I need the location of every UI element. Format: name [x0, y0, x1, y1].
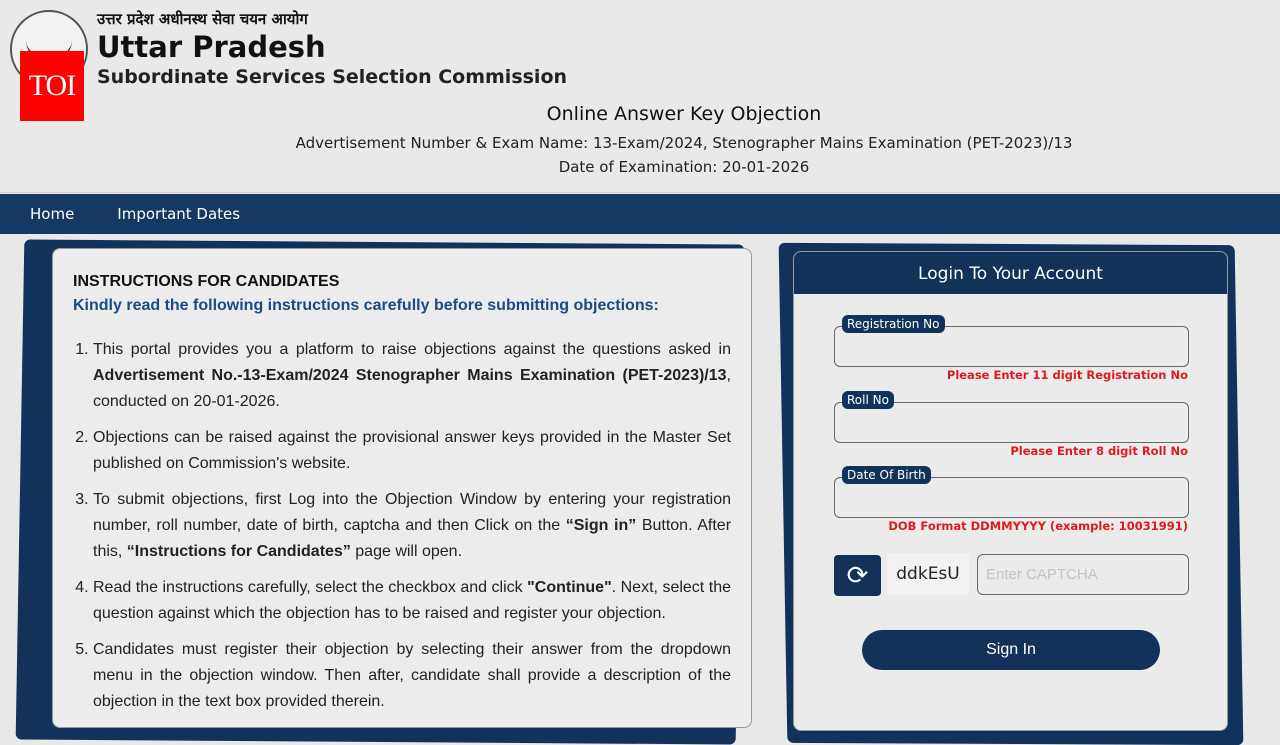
- refresh-icon: ⟳: [846, 560, 869, 591]
- list-item: 3. To submit objections, first Log into the Objection Window by entering your registration number, roll number, date of birth, captcha and then Click on the “Sign in” Button. After this, “Instructions for Candidates” page will open.: [93, 487, 731, 565]
- hindi-title: उत्तर प्रदेश अधीनस्थ सेवा चयन आयोग: [97, 10, 308, 28]
- list-item: 5. Candidates must register their objection by selecting their answer from the dropdown menu in the objection window. Then after, candidate shall provide a description of the objection in the text box provided therein.: [93, 637, 731, 715]
- instructions-panel: [52, 248, 752, 728]
- advertisement-info: Advertisement Number & Exam Name: 13-Exam/2024, Stenographer Mains Examination (PET-2023)/13: [295, 134, 1073, 152]
- site-title: Uttar Pradesh: [97, 30, 326, 64]
- list-item: 2. Objections can be raised against the provisional answer keys provided in the Master Set published on Commission's website.: [93, 425, 731, 477]
- header: [0, 0, 1280, 193]
- list-item: 4. Read the instructions carefully, select the checkbox and click "Continue". Next, select the question against which the objection has to be raised and register your objection.: [93, 575, 731, 627]
- nav-important-dates[interactable]: Important Dates: [117, 205, 241, 223]
- roll-no-hint: Please Enter 8 digit Roll No: [1010, 444, 1188, 458]
- login-panel: [793, 251, 1228, 731]
- toi-watermark: TOI: [20, 51, 84, 121]
- nav-bar: [0, 194, 1280, 234]
- login-title: Login To Your Account: [794, 252, 1227, 294]
- refresh-captcha-button[interactable]: [834, 555, 881, 596]
- dob-label: Date Of Birth: [842, 466, 931, 484]
- captcha-image: ddkEsU: [887, 553, 969, 595]
- captcha-input[interactable]: [977, 554, 1189, 595]
- dob-hint: DOB Format DDMMYYYY (example: 10031991): [888, 519, 1188, 533]
- registration-no-hint: Please Enter 11 digit Registration No: [946, 368, 1188, 382]
- sign-in-button[interactable]: Sign In: [862, 630, 1160, 670]
- nav-home[interactable]: Home: [30, 205, 75, 223]
- page-title: Online Answer Key Objection: [546, 103, 822, 125]
- roll-no-label: Roll No: [842, 391, 894, 409]
- site-subtitle: Subordinate Services Selection Commission: [97, 66, 568, 88]
- exam-date: Date of Examination: 20-01-2026: [558, 158, 810, 176]
- instructions-subheading: Kindly read the following instructions carefully before submitting objections:: [73, 297, 659, 314]
- instructions-heading: INSTRUCTIONS FOR CANDIDATES: [73, 273, 340, 290]
- list-item: 1. This portal provides you a platform to raise objections against the questions asked in Advertisement No.-13-Exam/2024 Stenographer Mains Examination (PET-2023)/13, conducted on 20-01-2026.: [93, 337, 731, 415]
- registration-no-label: Registration No: [842, 315, 945, 333]
- instructions-list: [73, 337, 731, 715]
